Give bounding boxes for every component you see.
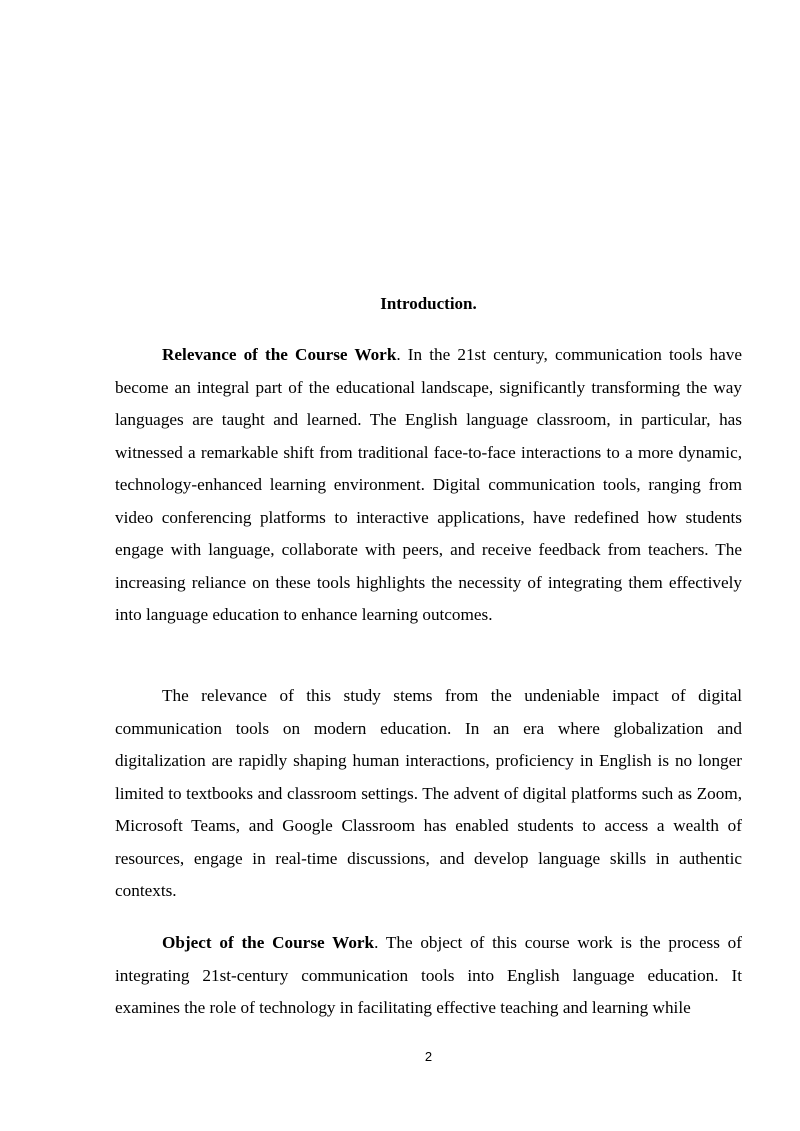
section-heading: Introduction. xyxy=(380,294,477,313)
paragraph-lead-object: Object of the Course Work xyxy=(162,933,375,952)
paragraph-text-relevance: . In the 21st century, communication tools have become an integral part of the educational landscape, significantly transforming the way languages are taught and learned. The English language classroom, in particular, has witnessed a remarkable shift from traditional face-to-face interactions to a more dynamic, technology-enhanced learning environment. Digital communication tools, ranging from video conferencing platforms to interactive applications, have redefined how students engage with language, collaborate with peers, and receive feedback from teachers. The increasing reliance on these tools highlights the necessity of integrating them effectively into language education to enhance learning outcomes. xyxy=(115,345,742,624)
page-number: 2 xyxy=(424,1049,433,1064)
paragraph-text-object: . The object of this course work is the process of integrating 21st-century communication tools into English language education. It examines the role of technology in facilitating effective teaching and learning while xyxy=(115,933,743,1017)
paragraph-relevance xyxy=(115,339,742,632)
paragraph-object xyxy=(115,927,742,1025)
paragraph-text-relevance-continued: The relevance of this study stems from the undeniable impact of digital communication tools on modern education. In an era where globalization and digitalization are rapidly shaping human interactions, proficiency in English is no longer limited to textbooks and classroom settings. The advent of digital platforms such as Zoom, Microsoft Teams, and Google Classroom has enabled students to access a wealth of resources, engage in real-time discussions, and develop language skills in authentic contexts. xyxy=(115,686,742,900)
paragraph-relevance-continued xyxy=(115,680,742,908)
paragraph-lead-relevance: Relevance of the Course Work xyxy=(162,345,397,364)
